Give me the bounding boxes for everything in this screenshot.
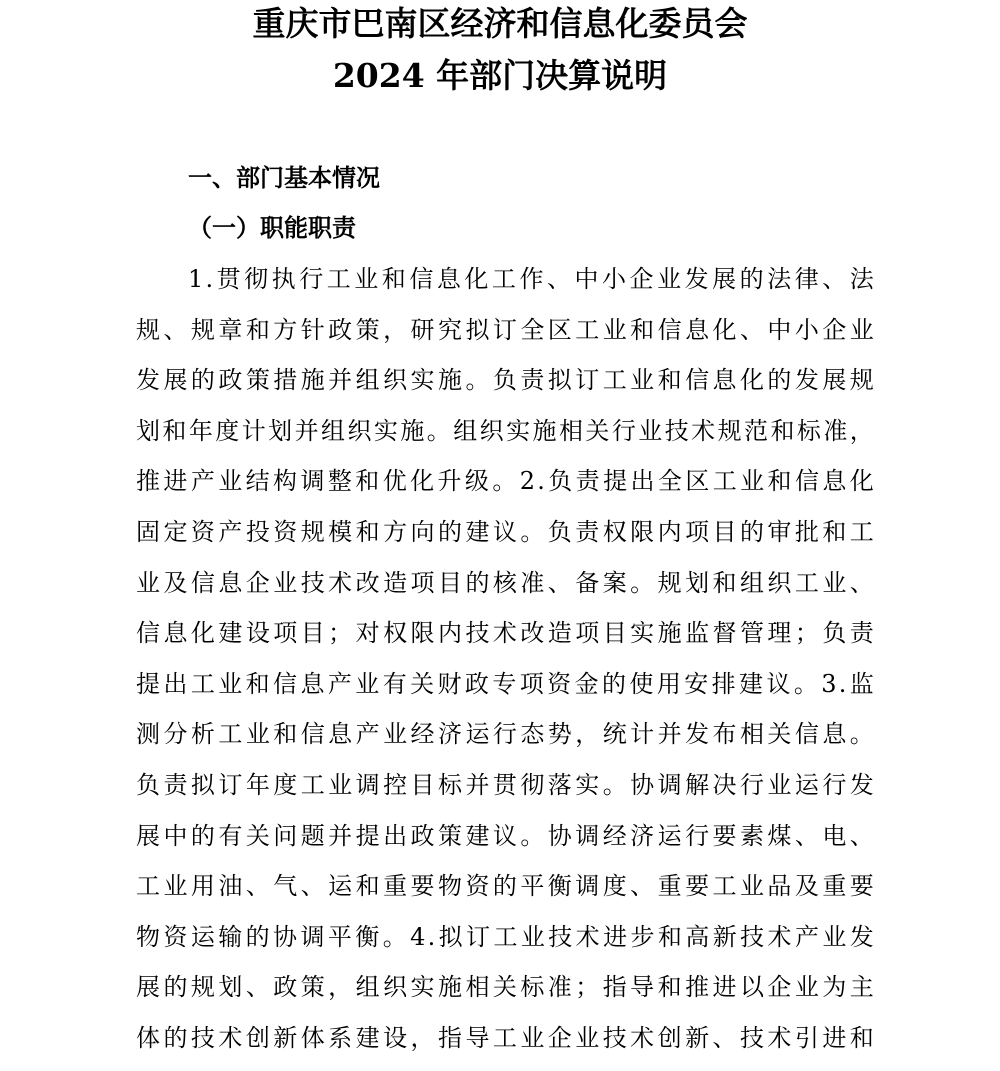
body-line: 物资运输的协调平衡。4.拟订工业技术进步和高新技术产业发 bbox=[136, 922, 876, 951]
body-line: 体的技术创新体系建设，指导工业企业技术创新、技术引进和 bbox=[136, 1023, 876, 1052]
body-line: 1.贯彻执行工业和信息化工作、中小企业发展的法律、法 bbox=[188, 265, 876, 293]
body-line: 规、规章和方针政策，研究拟订全区工业和信息化、中小企业 bbox=[136, 315, 876, 344]
body-line: 业及信息企业技术改造项目的核准、备案。规划和组织工业、 bbox=[136, 568, 876, 597]
body-line: 展中的有关问题并提出政策建议。协调经济运行要素煤、电、 bbox=[136, 821, 876, 850]
document-title-line-2: 2024 年部门决算说明 bbox=[332, 56, 668, 95]
body-line: 发展的政策措施并组织实施。负责拟订工业和信息化的发展规 bbox=[136, 366, 876, 395]
section-heading: 一、部门基本情况 bbox=[188, 164, 380, 192]
body-line: 信息化建设项目；对权限内技术改造项目实施监督管理；负责 bbox=[136, 619, 876, 648]
body-line: 负责拟订年度工业调控目标并贯彻落实。协调解决行业运行发 bbox=[136, 770, 876, 799]
document-title-line-1: 重庆市巴南区经济和信息化委员会 bbox=[252, 4, 748, 43]
body-line: 提出工业和信息产业有关财政专项资金的使用安排建议。3.监 bbox=[136, 669, 876, 698]
body-line: 测分析工业和信息产业经济运行态势，统计并发布相关信息。 bbox=[136, 720, 876, 749]
body-line: 固定资产投资规模和方向的建议。负责权限内项目的审批和工 bbox=[136, 517, 876, 546]
subsection-heading: （一）职能职责 bbox=[188, 213, 356, 242]
body-line: 工业用油、气、运和重要物资的平衡调度、重要工业品及重要 bbox=[136, 872, 876, 901]
body-line: 展的规划、政策，组织实施相关标准；指导和推进以企业为主 bbox=[136, 973, 876, 1002]
body-paragraph bbox=[136, 261, 876, 1071]
body-line: 划和年度计划并组织实施。组织实施相关行业技术规范和标准， bbox=[136, 416, 876, 445]
body-line: 推进产业结构调整和优化升级。2.负责提出全区工业和信息化 bbox=[136, 467, 876, 496]
